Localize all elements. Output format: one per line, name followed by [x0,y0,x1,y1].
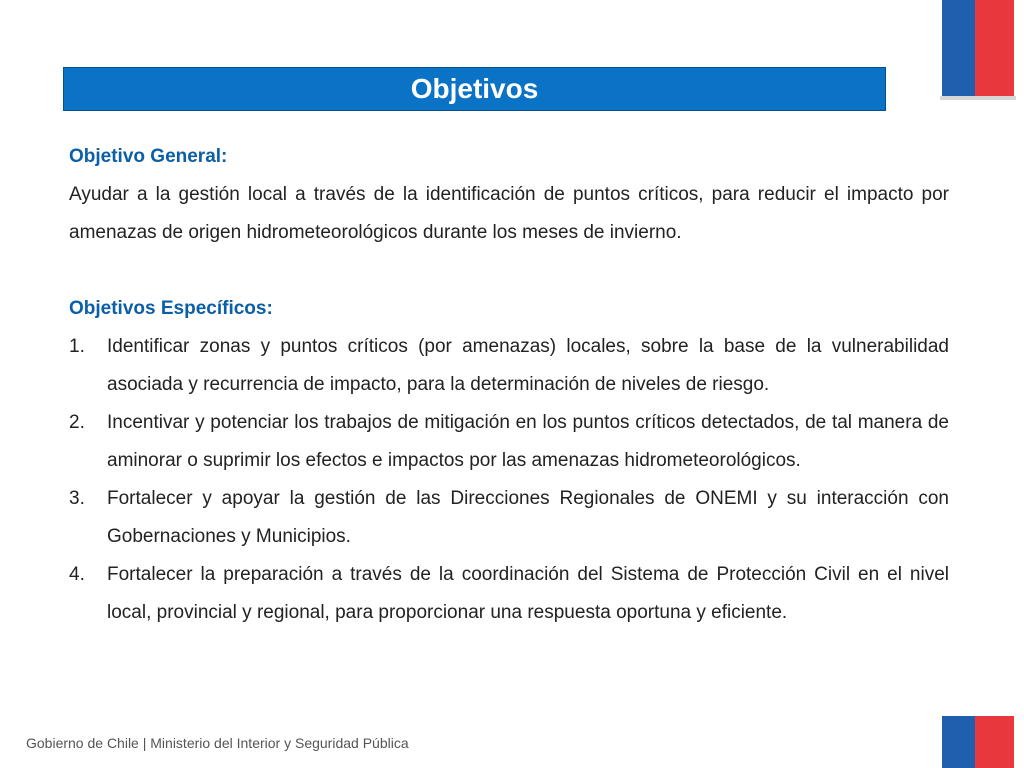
list-text: Fortalecer y apoyar la gestión de las Direcciones Regionales de ONEMI y su interacción con Gobernaciones y Municipios. [107,488,949,547]
flag-red-stripe [975,0,1014,96]
flag-blue-stripe-bottom [942,716,975,768]
title-bar [63,67,886,111]
flag-blue-stripe [942,0,975,96]
list-number: 3. [69,488,85,509]
list-number: 1. [69,336,85,357]
general-heading: Objetivo General: [69,146,228,167]
list-item [69,328,949,404]
list-item [69,480,949,556]
list-item [69,404,949,480]
list-text: Incentivar y potenciar los trabajos de mitigación en los puntos críticos detectados, de tal manera de aminorar o suprimir los efectos e impactos por las amenazas hidrometeorológicos. [107,412,949,471]
specific-heading: Objetivos Específicos: [69,298,273,319]
list-text: Identificar zonas y puntos críticos (por amenazas) locales, sobre la base de la vulnerabilidad asociada y recurrencia de impacto, para la determinación de niveles de riesgo. [107,336,949,395]
slide-title: Objetivos [410,73,539,104]
list-item [69,556,949,632]
general-text: Ayudar a la gestión local a través de la identificación de puntos críticos, para reducir el impacto por amenazas de origen hidrometeorológicos durante los meses de invierno. [69,184,949,243]
footer-text: Gobierno de Chile | Ministerio del Interior y Seguridad Pública [26,735,409,751]
flag-shadow [940,96,1016,100]
list-text: Fortalecer la preparación a través de la coordinación del Sistema de Protección Civil en el nivel local, provincial y regional, para proporcionar una respuesta oportuna y eficiente. [107,564,949,623]
slide-content [69,138,949,632]
list-number: 4. [69,564,85,585]
list-number: 2. [69,412,85,433]
flag-red-stripe-bottom [975,716,1014,768]
